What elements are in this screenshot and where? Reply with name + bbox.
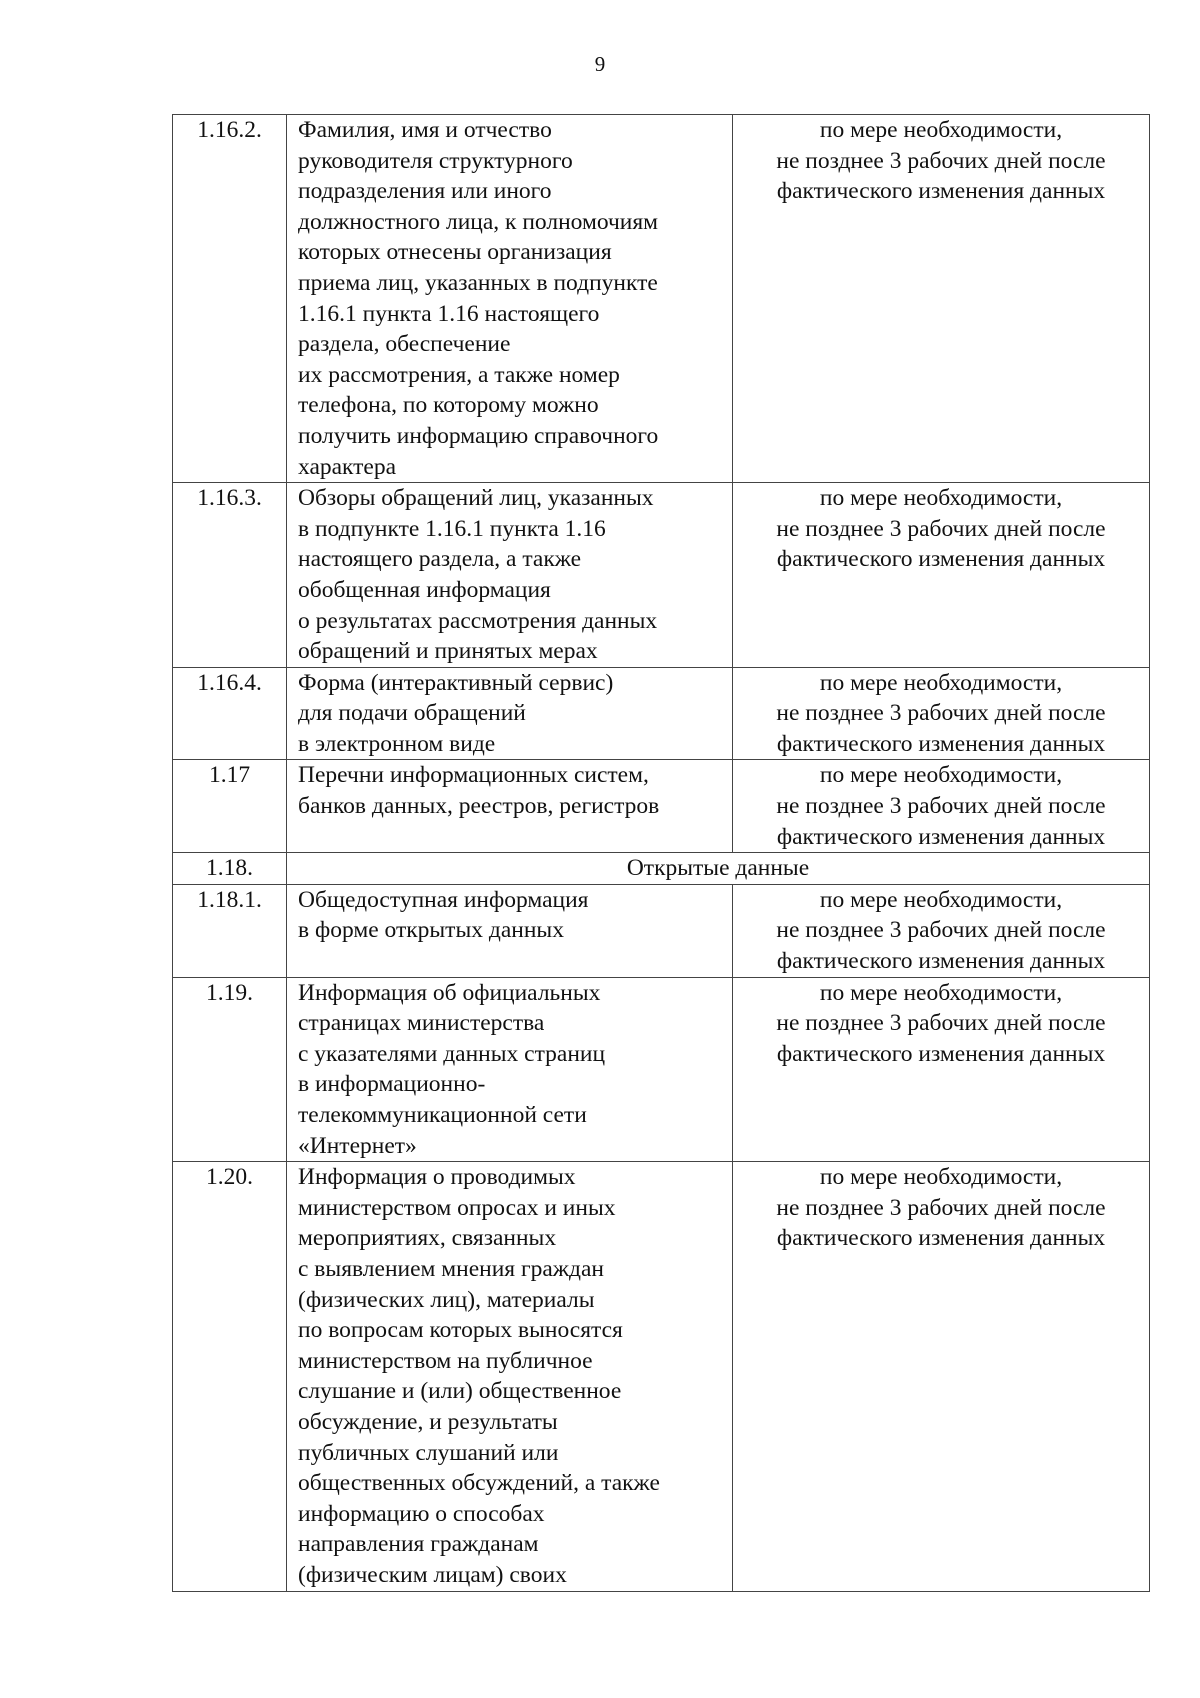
item-description: Общедоступная информация в форме открытых данных (287, 884, 733, 977)
table-row (173, 884, 1150, 977)
item-number: 1.18.1. (173, 884, 287, 977)
item-number: 1.16.3. (173, 483, 287, 668)
item-deadline: по мере необходимости, не позднее 3 рабочих дней после фактического изменения данных (733, 760, 1150, 853)
item-deadline: по мере необходимости, не позднее 3 рабочих дней после фактического изменения данных (733, 1162, 1150, 1591)
item-description: Перечни информационных систем, банков данных, реестров, регистров (287, 760, 733, 853)
table-row (173, 1162, 1150, 1591)
table-row (173, 760, 1150, 853)
item-number: 1.20. (173, 1162, 287, 1591)
item-description: Обзоры обращений лиц, указанных в подпункте 1.16.1 пункта 1.16 настоящего раздела, а также обобщенная информация о результатах рассмотрения данных обращений и принятых мерах (287, 483, 733, 668)
table-row (173, 483, 1150, 668)
item-deadline: по мере необходимости, не позднее 3 рабочих дней после фактического изменения данных (733, 884, 1150, 977)
table-row (173, 667, 1150, 760)
item-deadline: по мере необходимости, не позднее 3 рабочих дней после фактического изменения данных (733, 977, 1150, 1162)
item-description: Информация об официальных страницах министерства с указателями данных страниц в информационно- телекоммуникационной сети «Интернет» (287, 977, 733, 1162)
item-number: 1.19. (173, 977, 287, 1162)
item-deadline: по мере необходимости, не позднее 3 рабочих дней после фактического изменения данных (733, 483, 1150, 668)
item-number: 1.17 (173, 760, 287, 853)
item-deadline: по мере необходимости, не позднее 3 рабочих дней после фактического изменения данных (733, 115, 1150, 483)
section-number: 1.18. (173, 853, 287, 885)
item-description: Форма (интерактивный сервис) для подачи обращений в электронном виде (287, 667, 733, 760)
item-description: Фамилия, имя и отчество руководителя структурного подразделения или иного должностного лица, к полномочиям которых отнесены организация приема лиц, указанных в подпункте 1.16.1 пункта 1.16 настоящего раздела, обеспечение их рассмотрения, а также номер телефона, по которому можно получить информацию справочного характера (287, 115, 733, 483)
item-description: Информация о проводимых министерством опросах и иных мероприятиях, связанных с выявлением мнения граждан (физических лиц), материалы по вопросам которых выносятся министерством на публичное слушание и (или) общественное обсуждение, и результаты публичных слушаний или общественных обсуждений, а также информацию о способах направления гражданам (физическим лицам) своих (287, 1162, 733, 1591)
section-title: Открытые данные (287, 853, 1150, 885)
item-number: 1.16.4. (173, 667, 287, 760)
section-row (173, 853, 1150, 885)
table-row (173, 115, 1150, 483)
table-row (173, 977, 1150, 1162)
page-number: 9 (594, 52, 606, 76)
item-number: 1.16.2. (173, 115, 287, 483)
disclosure-table (172, 114, 1150, 1592)
item-deadline: по мере необходимости, не позднее 3 рабочих дней после фактического изменения данных (733, 667, 1150, 760)
